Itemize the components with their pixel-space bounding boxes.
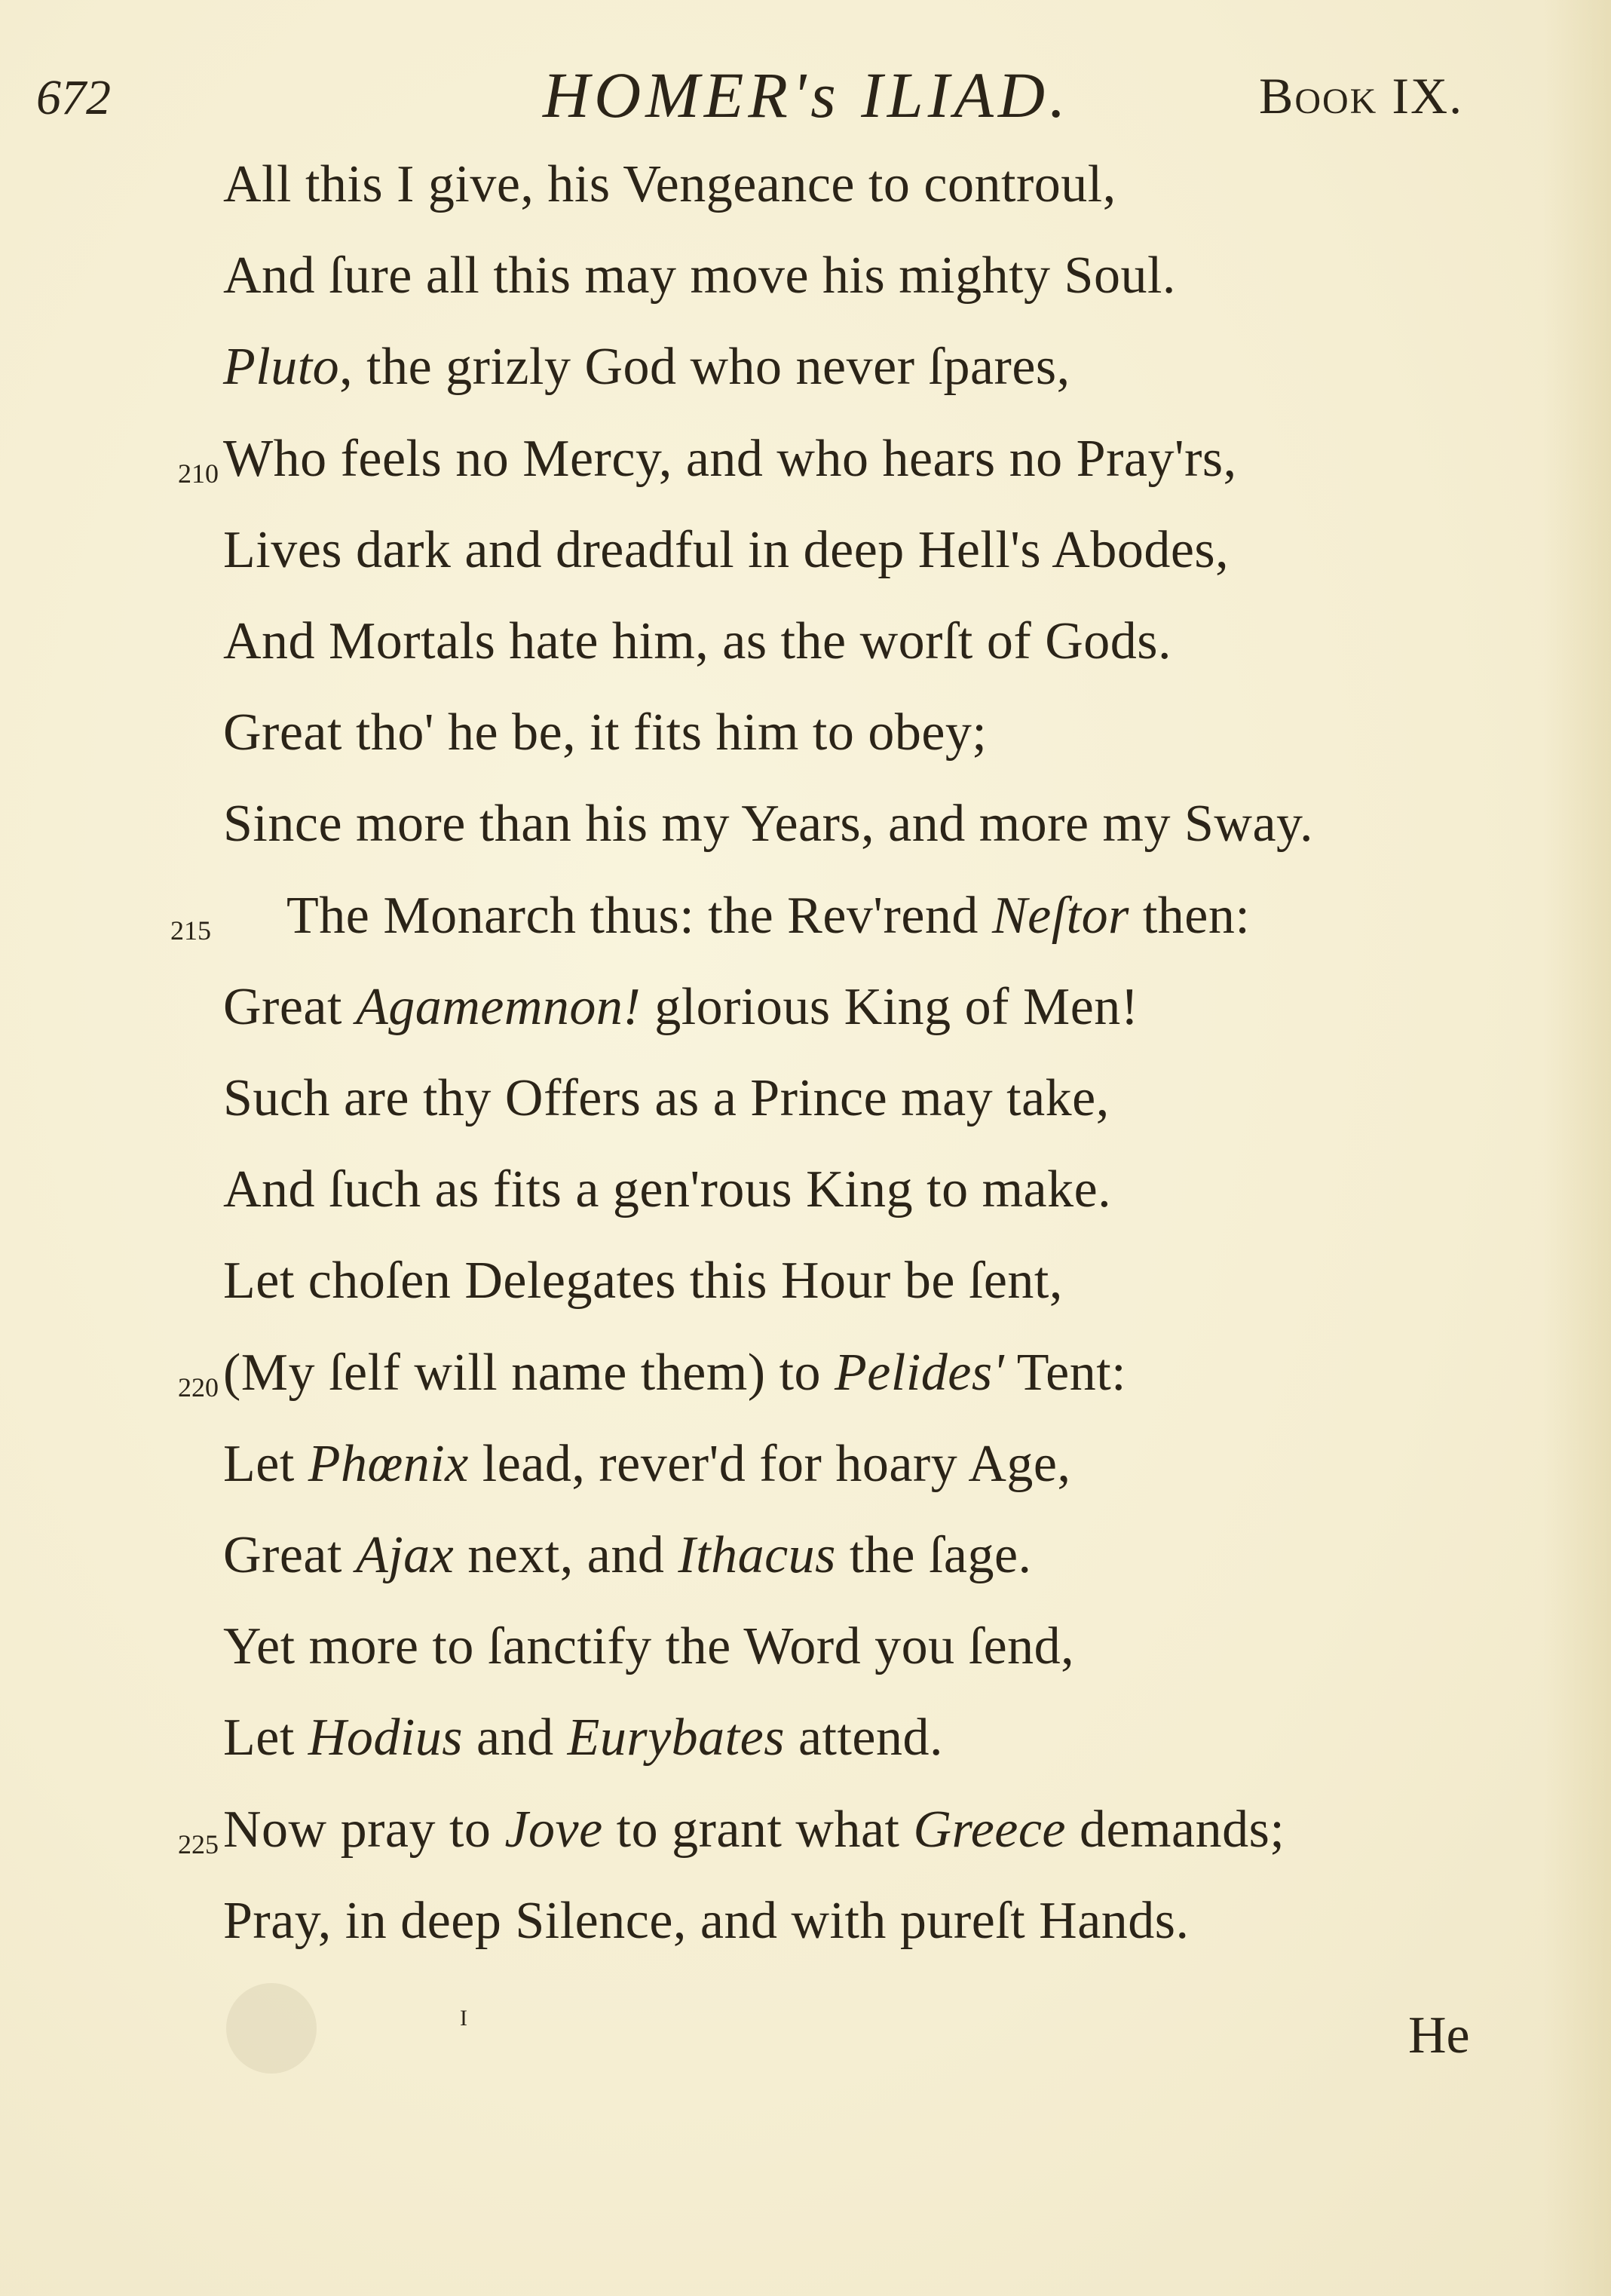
verse-text	[223, 155, 1116, 215]
page-number: 672	[36, 70, 111, 125]
verse-segment: Who feels no Mercy, and who hears no Pray'rs,	[223, 429, 1237, 488]
verse-segment: And ſure all this may move his mighty Soul.	[223, 247, 1176, 305]
verse-line	[0, 1525, 1611, 1608]
verse-segment: and	[463, 1709, 568, 1767]
verse-line	[0, 337, 1611, 420]
verse-text	[223, 1891, 1190, 1951]
verse-segment: Such are thy Offers as a Prince may take,	[223, 1069, 1110, 1127]
verse-segment: lead, rever'd for hoary Age,	[468, 1434, 1071, 1493]
verse-segment: then:	[1129, 886, 1251, 945]
verse-line	[0, 246, 1611, 329]
verse-line	[0, 1891, 1611, 1974]
italic-name: Greece	[913, 1800, 1066, 1859]
verse-line	[0, 703, 1611, 786]
italic-name: Neſtor	[991, 886, 1129, 945]
verse-text	[223, 1343, 1126, 1403]
italic-name: Ajax	[355, 1526, 455, 1584]
paper-stain	[226, 1983, 317, 2074]
line-number: 225	[178, 1829, 219, 1859]
verse-segment: Pray, in deep Silence, and with pureſt Hands.	[223, 1891, 1190, 1950]
verse-line	[0, 1343, 1611, 1426]
italic-name: Eurybates	[567, 1709, 785, 1767]
verse-segment: Since more than his my Years, and more my Sway.	[223, 795, 1313, 854]
verse-text	[223, 703, 987, 763]
italic-name: Phœnix	[308, 1434, 469, 1493]
verse-text	[223, 1160, 1111, 1220]
book-label: Book IX.	[1259, 67, 1464, 124]
verse-line	[0, 429, 1611, 512]
verse-line	[0, 794, 1611, 877]
verse-line	[0, 155, 1611, 238]
verse-text	[223, 520, 1229, 581]
verse-text	[223, 1708, 943, 1768]
verse-segment: demands;	[1066, 1800, 1285, 1859]
line-number: 210	[178, 458, 219, 489]
italic-name: Pluto	[223, 338, 340, 397]
italic-name: Agamemnon!	[355, 977, 642, 1036]
verse-line	[0, 1068, 1611, 1151]
verse-line	[0, 886, 1611, 969]
verse-segment: the ſage.	[835, 1526, 1032, 1584]
verse-line	[0, 1800, 1611, 1883]
running-title: HOMER's ILIAD.	[543, 59, 1070, 131]
signature-mark: I	[460, 2006, 467, 2031]
italic-name: Pelides'	[835, 1343, 1005, 1402]
verse-segment: Now pray to	[223, 1800, 505, 1859]
verse-text	[223, 337, 1070, 397]
italic-name: Jove	[504, 1800, 603, 1859]
verse-text	[223, 612, 1171, 672]
verse-text	[223, 794, 1313, 854]
verse-segment: Tent:	[1004, 1343, 1127, 1402]
verse-segment: to grant what	[602, 1800, 914, 1859]
italic-name: Ithacus	[678, 1526, 836, 1584]
verse-text	[223, 977, 1139, 1038]
verse-segment: Let choſen Delegates this Hour be ſent,	[223, 1252, 1063, 1310]
verse-text	[223, 429, 1237, 489]
verse-line	[0, 1251, 1611, 1334]
verse-segment: Great	[223, 1526, 356, 1584]
line-number: 215	[170, 915, 211, 946]
verse-segment: Lives dark and dreadful in deep Hell's Abodes,	[223, 520, 1230, 579]
verse-text	[223, 1434, 1070, 1494]
verse-line	[0, 977, 1611, 1060]
verse-segment: The Monarch thus: the Rev'rend	[286, 886, 992, 945]
verse-line	[0, 1617, 1611, 1700]
verse-segment: attend.	[784, 1709, 943, 1767]
verse-line	[0, 612, 1611, 694]
verse-text	[223, 1251, 1063, 1311]
line-number: 220	[178, 1372, 219, 1402]
verse-segment: Great	[223, 977, 356, 1036]
verse-segment: next, and	[454, 1526, 678, 1584]
verse-line	[0, 520, 1611, 603]
page-header	[0, 53, 1611, 136]
verse-segment: And ſuch as fits a gen'rous King to make.	[223, 1160, 1112, 1219]
verse-text	[223, 1525, 1032, 1586]
italic-name: Hodius	[308, 1709, 464, 1767]
verse-segment: Let	[223, 1709, 308, 1767]
verse-segment: glorious King of Men!	[641, 977, 1139, 1036]
verse-line	[0, 1708, 1611, 1791]
verse-segment: , the grizly God who never ſpares,	[339, 338, 1070, 397]
verse-line	[0, 1160, 1611, 1243]
verse-segment: And Mortals hate him, as the worſt of Gods.	[223, 612, 1171, 670]
verse-segment: (My ſelf will name them) to	[223, 1343, 835, 1402]
verse-segment: Great tho' he be, it fits him to obey;	[223, 704, 988, 762]
verse-text	[286, 886, 1250, 946]
verse-text	[223, 1617, 1074, 1677]
verse-line	[0, 1434, 1611, 1517]
verse-segment: Yet more to ſanctify the Word you ſend,	[223, 1617, 1075, 1676]
verse-text	[223, 1068, 1110, 1129]
verse-text	[223, 1800, 1285, 1860]
verse-text	[223, 246, 1176, 306]
verse-segment: All this I give, his Vengeance to controul,	[223, 155, 1116, 213]
verse-segment: Let	[223, 1434, 308, 1493]
catchword: He	[1408, 2006, 1470, 2065]
